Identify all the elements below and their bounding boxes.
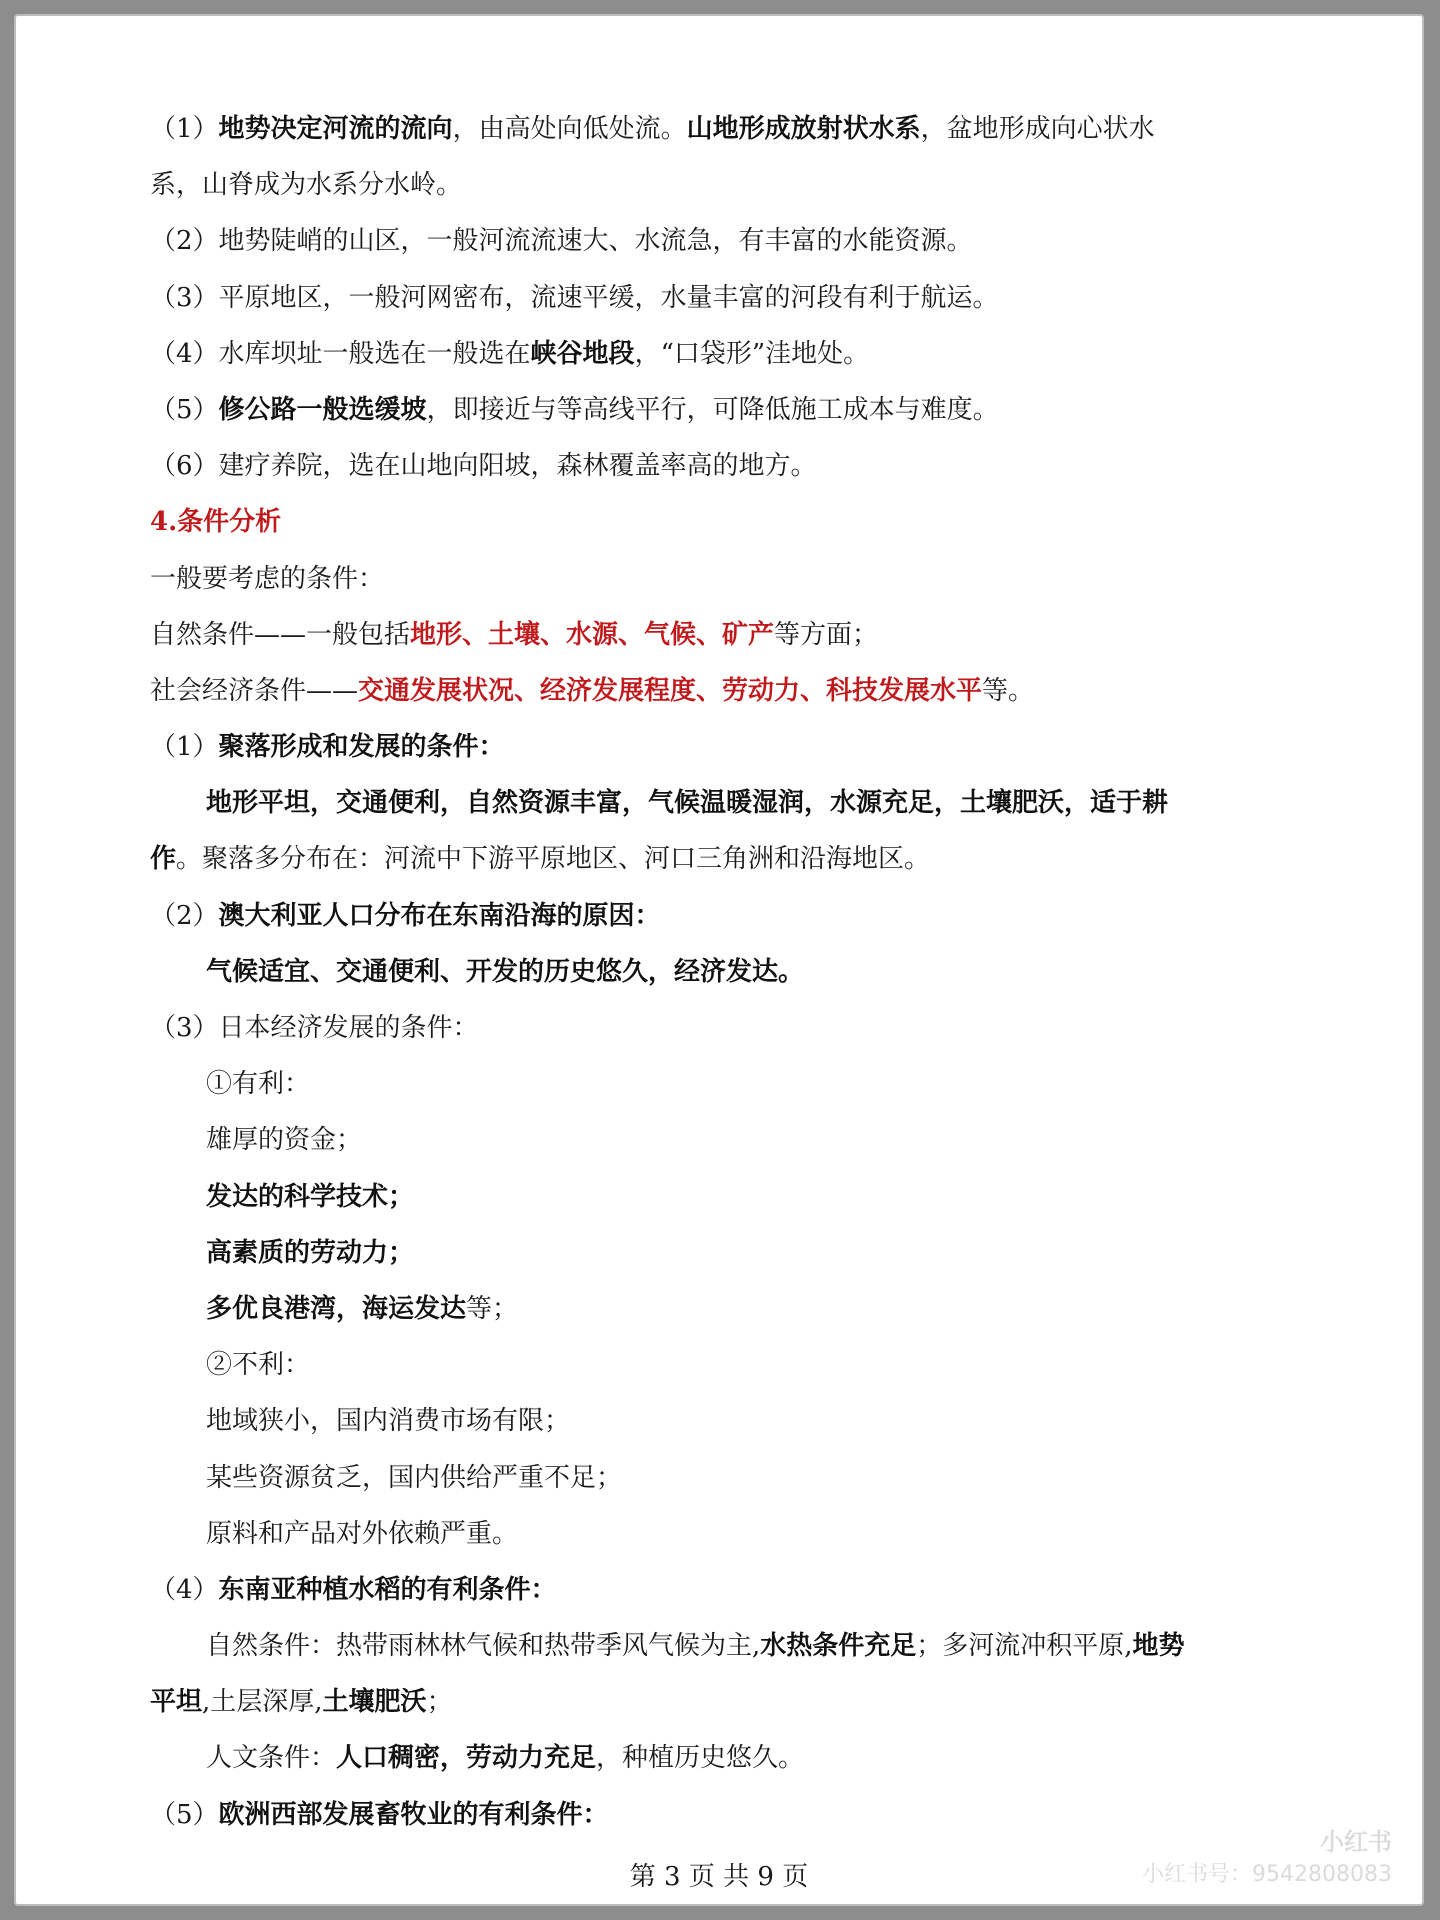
emphasis-text: 地形平坦，交通便利，自然资源丰富，气候温暖湿润，水源充足，土壤肥沃，适于耕 <box>206 788 1169 819</box>
text-line <box>150 551 1300 607</box>
text-run: 。聚落多分布在：河流中下游平原地区、河口三角洲和沿海地区。 <box>176 844 931 875</box>
text-line <box>150 213 1300 269</box>
text-run: 自然条件——一般包括 <box>150 619 411 650</box>
text-run: （1） <box>150 732 219 763</box>
text-line <box>150 663 1300 719</box>
text-run: （1） <box>150 114 219 144</box>
text-line <box>150 438 1300 494</box>
text-run: 某些资源贫乏，国内供给严重不足； <box>206 1462 623 1493</box>
text-line <box>150 1730 1300 1786</box>
text-run: （3）平原地区，一般河网密布，流速平缓，水量丰富的河段有利于航运。 <box>150 282 999 313</box>
emphasis-text: 土壤肥沃 <box>322 1687 427 1718</box>
text-line <box>150 1056 1300 1112</box>
emphasis-text: 修公路一般选缓坡 <box>218 394 427 425</box>
text-line <box>150 382 1300 438</box>
emphasis-text: 澳大利亚人口分布在东南沿海的原因： <box>218 900 661 931</box>
text-run: ，“口袋形”洼地处。 <box>634 338 870 369</box>
text-run: （2）地势陡峭的山区，一般河流流速大、水流急，有丰富的水能资源。 <box>150 226 973 257</box>
text-line <box>150 719 1300 775</box>
text-run: ①有利： <box>206 1069 311 1100</box>
emphasis-text: 作 <box>150 844 177 875</box>
emphasis-text: 发达的科学技术； <box>206 1181 415 1212</box>
emphasis-text: 东南亚种植水稻的有利条件： <box>218 1574 557 1605</box>
emphasis-text: 地势 <box>1132 1631 1185 1662</box>
text-run: （5） <box>150 394 219 425</box>
text-line <box>150 326 1300 382</box>
text-line <box>150 101 1300 157</box>
page-footer: 第 3 页 共 9 页 <box>629 1862 809 1892</box>
text-line <box>150 888 1300 944</box>
text-line <box>150 1506 1300 1562</box>
text-line <box>150 775 1300 831</box>
emphasis-text: 地势决定河流的流向 <box>218 114 453 144</box>
text-run: ； <box>426 1687 453 1718</box>
text-line <box>150 944 1300 1000</box>
watermark-account-id: 小红书号：9542808083 <box>1142 1862 1392 1887</box>
text-run: 原料和产品对外依赖严重。 <box>206 1518 519 1549</box>
text-run: （3）日本经济发展的条件： <box>150 1013 479 1043</box>
text-run: （6）建疗养院，选在山地向阳坡，森林覆盖率高的地方。 <box>150 451 817 482</box>
text-line <box>150 1169 1300 1225</box>
emphasis-text: 峡谷地段 <box>530 338 635 369</box>
text-run: ，种植历史悠久。 <box>596 1743 805 1774</box>
text-run: 雄厚的资金； <box>206 1125 363 1156</box>
watermark-logo-text: 小红书 <box>1320 1828 1392 1856</box>
text-run: ,土层深厚, <box>202 1687 323 1718</box>
text-run: 等； <box>466 1293 519 1324</box>
text-run: ，由高处向低处流。 <box>452 114 687 144</box>
text-line <box>150 1000 1300 1056</box>
document-body <box>150 101 1300 1843</box>
emphasis-text: 地形、土壤、水源、气候、矿产 <box>410 619 775 650</box>
emphasis-text: 山地形成放射状水系 <box>686 114 921 144</box>
text-line <box>150 1450 1300 1506</box>
document-page <box>14 14 1424 1906</box>
emphasis-text: 人口稠密，劳动力充足 <box>336 1743 597 1774</box>
emphasis-text: 欧洲西部发展畜牧业的有利条件： <box>218 1799 609 1830</box>
emphasis-text: 聚落形成和发展的条件： <box>218 732 505 763</box>
section-heading: 4.条件分析 <box>150 507 282 538</box>
text-line <box>150 1562 1300 1618</box>
watermark <box>1142 1822 1392 1888</box>
text-run: 社会经济条件—— <box>150 675 359 706</box>
emphasis-text: 高素质的劳动力； <box>206 1237 415 1268</box>
text-line <box>150 1393 1300 1449</box>
text-line <box>150 270 1300 326</box>
emphasis-text: 交通发展状况、经济发展程度、劳动力、科技发展水平 <box>358 675 983 706</box>
text-run: 等方面； <box>774 619 879 650</box>
text-run: 人文条件： <box>206 1743 337 1774</box>
text-run: 一般要考虑的条件： <box>150 563 385 594</box>
text-run: ；多河流冲积平原, <box>916 1631 1133 1662</box>
text-run: ②不利： <box>206 1350 311 1381</box>
text-line <box>150 1787 1300 1843</box>
text-line <box>150 1225 1300 1281</box>
text-line <box>150 1112 1300 1168</box>
text-run: （4）水库坝址一般选在一般选在 <box>150 338 531 369</box>
emphasis-text: 水热条件充足 <box>760 1631 917 1662</box>
text-line <box>150 1337 1300 1393</box>
text-run: ，盆地形成向心状水 <box>920 114 1155 144</box>
text-run: （2） <box>150 900 219 931</box>
text-line <box>150 607 1300 663</box>
text-run: （4） <box>150 1574 219 1605</box>
text-line <box>150 494 1300 550</box>
text-run: ，即接近与等高线平行，可降低施工成本与难度。 <box>426 394 999 425</box>
text-line <box>150 1674 1300 1730</box>
text-run: 地域狭小，国内消费市场有限； <box>206 1406 571 1437</box>
emphasis-text: 多优良港湾，海运发达 <box>206 1293 467 1324</box>
text-line <box>150 1618 1300 1674</box>
text-run: 自然条件：热带雨林林气候和热带季风气候为主, <box>206 1631 761 1662</box>
emphasis-text: 平坦 <box>150 1687 203 1718</box>
text-run: 等。 <box>982 675 1035 706</box>
text-run: （5） <box>150 1799 219 1830</box>
text-line <box>150 1281 1300 1337</box>
text-run: 系，山脊成为水系分水岭。 <box>150 170 463 201</box>
text-line <box>150 831 1300 887</box>
text-line <box>150 157 1300 213</box>
emphasis-text: 气候适宜、交通便利、开发的历史悠久，经济发达。 <box>206 956 805 987</box>
